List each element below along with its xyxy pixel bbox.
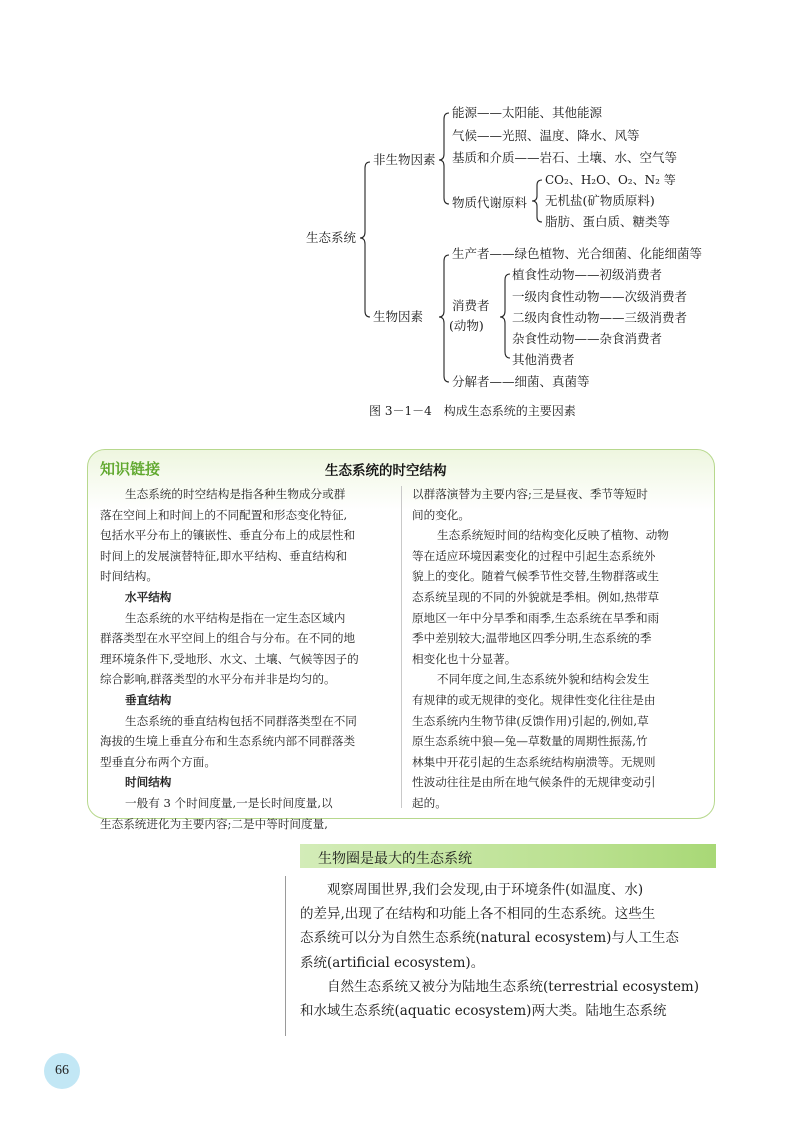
knowledge-right-column — [412, 484, 704, 814]
subheading: 水平结构 — [125, 589, 172, 604]
consumer-item: 杂食性动物——杂食消费者 — [512, 331, 663, 346]
body-line: 和水域生态系统(aquatic ecosystem)两大类。陆地生态系统 — [300, 1003, 667, 1020]
paragraph-line: 生态系统短时间的结构变化反映了植物、动物 — [437, 528, 669, 543]
knowledge-link-title: 生态系统的时空结构 — [325, 463, 447, 479]
body-line: 态系统可以分为自然生态系统(natural ecosystem)与人工生态 — [300, 930, 679, 947]
paragraph-line: 间的变化。 — [412, 507, 470, 522]
figure-caption: 图 3－1－4 构成生态系统的主要因素 — [369, 404, 576, 418]
brace-abiotic — [439, 113, 449, 204]
margin-rule — [285, 876, 286, 1036]
section-title: 生物圈是最大的生态系统 — [318, 851, 472, 867]
paragraph-line: 生态系统的垂直结构包括不同群落类型在不同 — [125, 713, 357, 728]
consumer-sublabel: (动物) — [449, 318, 484, 333]
section-body — [300, 878, 720, 1023]
paragraph-line: 群落类型在水平空间上的组合与分布。在不同的地 — [100, 631, 356, 646]
paragraph-line: 综合影响,群落类型的水平分布并非是均匀的。 — [100, 672, 336, 687]
materials-item: 无机盐(矿物质原料) — [545, 193, 655, 208]
materials-label: 物质代谢原料 — [452, 195, 528, 210]
paragraph-line: 海拔的生境上垂直分布和生态系统内部不同群落类 — [100, 734, 356, 749]
paragraph-line: 起的。 — [412, 795, 447, 810]
paragraph-line: 不同年度之间,生态系统外貌和结构会发生 — [437, 672, 650, 687]
root-label: 生态系统 — [306, 230, 357, 245]
paragraph-line: 一般有 3 个时间度量,一是长时间度量,以 — [125, 795, 333, 810]
abiotic-energy: 能源——太阳能、其他能源 — [452, 105, 603, 120]
knowledge-left-column — [100, 484, 392, 834]
brace-biotic — [439, 255, 449, 382]
paragraph-line: 林集中开花引起的生态系统结构崩溃等。无规则 — [412, 754, 656, 769]
knowledge-link-tag: 知识链接 — [100, 460, 161, 478]
paragraph-line: 貌上的变化。随着气候季节性交替,生物群落或生 — [412, 569, 660, 584]
paragraph-line: 季中差别较大;温带地区四季分明,生态系统的季 — [412, 631, 652, 646]
paragraph-line: 时间上的发展演替特征,即水平结构、垂直结构和 — [100, 548, 348, 563]
consumer-item: 其他消费者 — [512, 352, 575, 367]
paragraph-line: 生态系统进化为主要内容;二是中等时间度量, — [100, 816, 328, 831]
brace-consumers — [500, 274, 510, 358]
body-line: 的差异,出现了在结构和功能上各不相同的生态系统。这些生 — [300, 906, 656, 923]
subheading: 垂直结构 — [125, 692, 172, 707]
abiotic-climate: 气候——光照、温度、降水、风等 — [452, 128, 640, 143]
materials-item: 脂肪、蛋白质、糖类等 — [545, 214, 671, 229]
abiotic-substrate: 基质和介质——岩石、土壤、水、空气等 — [452, 150, 678, 165]
brace-root — [360, 162, 370, 317]
consumer-item: 一级肉食性动物——次级消费者 — [512, 289, 688, 304]
subheading: 时间结构 — [125, 775, 172, 790]
biotic-label: 生物因素 — [373, 309, 424, 324]
paragraph-line: 相变化也十分显著。 — [412, 651, 517, 666]
paragraph-line: 理环境条件下,受地形、水文、土壤、气候等因子的 — [100, 651, 359, 666]
paragraph-line: 生态系统的水平结构是指在一定生态区域内 — [125, 610, 346, 625]
paragraph-line: 生态系统的时空结构是指各种生物成分或群 — [125, 487, 346, 501]
consumer-label: 消费者 — [452, 298, 490, 313]
consumer-item: 二级肉食性动物——三级消费者 — [512, 310, 688, 325]
paragraph-line: 包括水平分布上的镶嵌性、垂直分布上的成层性和 — [100, 528, 356, 543]
page-number: 66 — [44, 1053, 80, 1089]
biotic-producer: 生产者——绿色植物、光合细菌、化能细菌等 — [452, 246, 703, 261]
diagram-braces — [0, 0, 800, 420]
paragraph-line: 态系统呈现的不同的外貌就是季相。例如,热带草 — [412, 589, 660, 604]
body-line: 自然生态系统又被分为陆地生态系统(terrestrial ecosystem) — [327, 978, 700, 995]
column-divider — [401, 486, 402, 808]
body-line: 观察周围世界,我们会发现,由于环境条件(如温度、水) — [327, 882, 644, 898]
paragraph-line: 时间结构。 — [100, 569, 158, 584]
consumer-item: 植食性动物——初级消费者 — [512, 267, 663, 282]
paragraph-line: 生态系统内生物节律(反馈作用)引起的,例如,草 — [412, 713, 649, 728]
paragraph-line: 原生态系统中狼—兔—草数量的周期性振荡,竹 — [412, 734, 648, 749]
body-line: 系统(artificial ecosystem)。 — [300, 954, 485, 971]
brace-materials — [532, 180, 542, 222]
paragraph-line: 有规律的或无规律的变化。规律性变化往往是由 — [412, 692, 656, 707]
abiotic-label: 非生物因素 — [373, 152, 436, 167]
paragraph-line: 以群落演替为主要内容;三是昼夜、季节等短时 — [412, 487, 648, 501]
paragraph-line: 型垂直分布两个方面。 — [100, 754, 216, 769]
paragraph-line: 落在空间上和时间上的不同配置和形态变化特征, — [100, 507, 348, 522]
materials-item: CO₂、H₂O、O₂、N₂ 等 — [545, 173, 676, 187]
paragraph-line: 原地区一年中分旱季和雨季,生态系统在旱季和雨 — [412, 610, 660, 625]
biotic-decomposer: 分解者——细菌、真菌等 — [452, 374, 590, 389]
paragraph-line: 等在适应环境因素变化的过程中引起生态系统外 — [412, 548, 656, 563]
paragraph-line: 性波动往往是由所在地气候条件的无规律变动引 — [412, 775, 656, 790]
